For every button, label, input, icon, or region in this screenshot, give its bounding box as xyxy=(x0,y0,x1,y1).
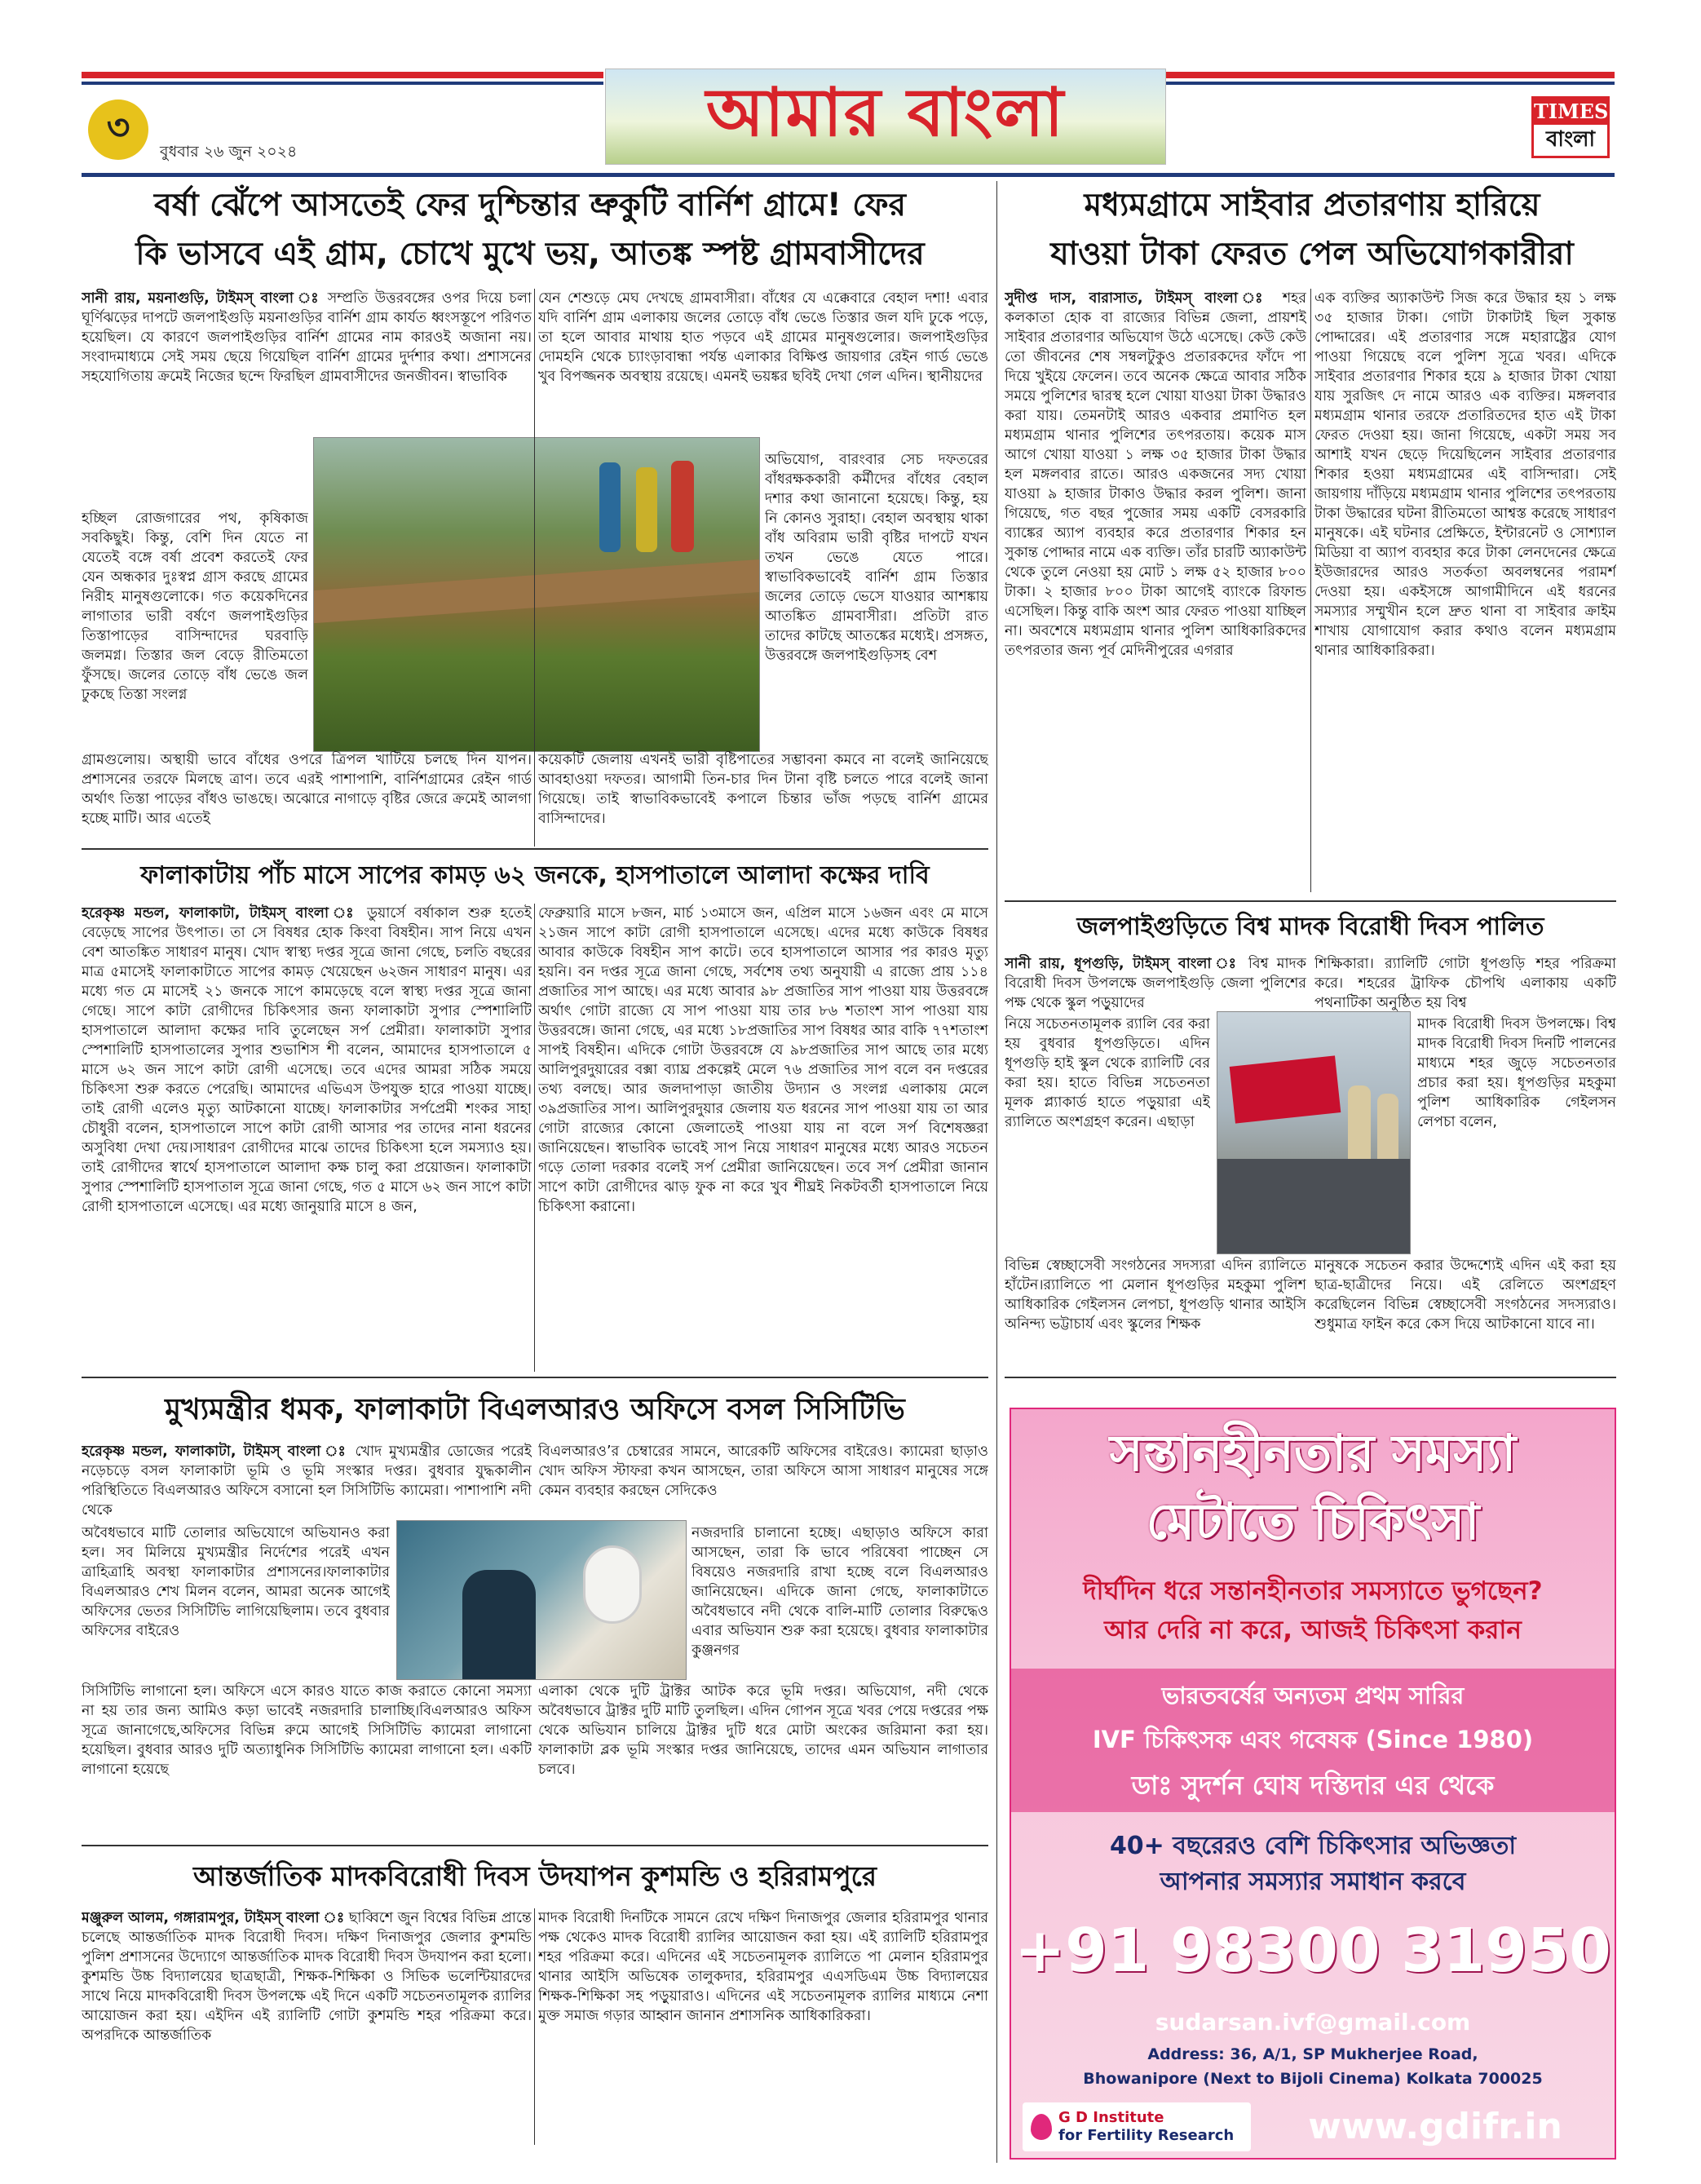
ad-title-line1: সন্তানহীনতার সমস্যা xyxy=(1109,1423,1517,1483)
article6-headline: আন্তর্জাতিক মাদকবিরোধী দিবস উদযাপন কুশমন্ডি ও হরিরামপুরে xyxy=(192,1860,877,1892)
article3-byline: হরেকৃষ্ণ মন্ডল, ফালাকাটা, টাইমস্ বাংলা ঃ xyxy=(82,905,359,922)
article2-headline xyxy=(1005,181,1619,279)
ad-logo xyxy=(1023,2102,1251,2151)
ad-title-line2: মেটাতে চিকিৎসা xyxy=(1146,1492,1480,1551)
masthead-top-rule-red xyxy=(82,72,603,78)
masthead-date: বুধবার ২৬ জুন ২০২৪ xyxy=(160,143,298,161)
article4-col2-tail xyxy=(1314,1256,1616,1372)
article5-col1-top xyxy=(82,1442,532,1522)
ad-phone: +91 98300 31950 xyxy=(1014,1916,1611,1986)
photo-rally xyxy=(1217,1011,1411,1254)
article3-col2-text: ফেব্রুয়ারি মাসে ৮জন, মার্চ ১৩মাসে জন, এপ্রিল মাসে ১৬জন এবং মে মাসে ২১জন সাপে কাটা রোগী হাসপাতালে এসেছে। এদের মধ্যে কাউকে বিষধর আবার কাউকে বিষহীন সাপ কাটে। তবে হাসপাতালে আসার পর কারও মৃত্যু হয়নি। বন দপ্তর সূত্রে জানা গেছে, সর্বশেষ তথ্য অনুযায়ী এ রাজ্যে প্রায় ১১৪ প্রজাতির সাপ আছে। এর মধ্যে আবার ৯৮ প্রজাতির সাপ পাওয়া যায় উত্তরবঙ্গে অর্থাৎ গোটা রাজ্যে যে সাপ পাওয়া যায় তার ৮৬ শতাংশ সাপ পাওয়া যায় উত্তরবঙ্গে। জানা গেছে, এর মধ্যে ১৮প্রজাতির সাপ বিষধর আর বাকি ৭৭শতাংশ সাপই বিষহীন। এদিকে গোটা উত্তরবঙ্গে যে ৯৮প্রজাতির সাপ আছে তার মধ্যে আলিপুরদুয়ারের বক্সা ব্যাঘ্র প্রকল্পেই মেলে ৭৬ প্রজাতির সাপ বলে বন দপ্তরের তথ্য বলছে। আর জলদাপাড়া জাতীয় উদ্যান ও সংলগ্ন এলাকায় মেলে ৩৯প্রজাতির সাপ। আলিপুরদুয়ার জেলায় যত ধরনের সাপ পাওয়া যায় তা আর গোটা রাজ্যের কোনো জেলাতেই পাওয়া যায় না বলে সর্প বিশেষজ্ঞরা জানিয়েছেন। স্বাভাবিক ভাবেই সাপ নিয়ে সাধারণ মানুষের মধ্যে আরও সচেতন গড়ে তোলা দরকার বলেই সর্প প্রেমীরা জানিয়েছেন। তবে সর্প প্রেমীরা জানান সাপে কাটা রোগীদের ঝাড় ফুক না করে খুব শীঘ্রই নিকটবর্তী হাসপাতালে নিয়ে চিকিৎসা করানো। xyxy=(538,905,988,1215)
article5-col2-top xyxy=(538,1442,988,1522)
ad-intro2: IVF চিকিৎসক এবং গবেষক (Since 1980) xyxy=(1092,1726,1534,1753)
ad-exp2: আপনার সমস্যার সমাধান করবে xyxy=(1160,1868,1466,1896)
article4-col1-wrap-text: নিয়ে সচেতনতামূলক র‍্যালি বের করা হয় বুধবার ধূপগুড়িতে। এদিন ধূপগুড়ি হাই স্কুল থেকে র‍্যালিটি বের করা হয়। হাতে বিভিন্ন সচেতনতা মূলক প্ল্যাকার্ড হাতে পড়ুয়ারা এই র‍্যালিতে অংশগ্রহণ করেন। এছাড়া xyxy=(1005,1016,1210,1130)
article1-bottom-rule xyxy=(82,848,988,850)
badge-bottom: বাংলা xyxy=(1545,127,1596,152)
article2-col2-text: এক ব্যক্তির অ্যাকাউন্ট সিজ করে উদ্ধার হয় ১ লক্ষ ৩৫ হাজার টাকা। গোটা টাকাটাই ছিল সুকান্ত পোদ্দারের। এই প্রতারণার সঙ্গে মহারাষ্ট্রের যোগ পাওয়া গিয়েছে বলে পুলিশ সূত্রে খবর। এদিকে সাইবার প্রতারণার শিকার হয়ে ৯ হাজার টাকা খোয়া যায় সুরজিৎ দে নামে আরও এক ব্যক্তির। মঙ্গলবার মধ্যমগ্রাম থানার তরফে প্রতারিতদের হাত এই টাকা ফেরত দেওয়া হয়। জানা গিয়েছে, একটা সময় সব আশাই যখন ছেড়ে দিয়েছিলেন সাইবার প্রতারণার শিকার হওয়া মধ্যমগ্রামের এই বাসিন্দারা। সেই জায়গায় দাঁড়িয়ে মধ্যমগ্রাম থানার পুলিশের তৎপরতায় টাকা উদ্ধারের ঘটনা রীতিমতো আশ্বস্ত করেছে সাধারণ মানুষকে। এই ঘটনার প্রেক্ষিতে, ইন্টারনেট ও সোশ্যাল মিডিয়া বা অ্যাপ ব্যবহার করে টাকা লেনদেনের ক্ষেত্রে ইউজারদের আরও সতর্কতা অবলম্বনের পরামর্শ দেওয়া হয়। একইসঙ্গে আগামীদিনে এই ধরনের সমস্যার সম্মুখীন হলে দ্রুত থানা বা সাইবার ক্রাইম শাখায় যোগাযোগ করার কথাও বলেন মধ্যমগ্রাম থানার আধিকারিকরা। xyxy=(1314,290,1616,659)
masthead-top-rule-navy xyxy=(82,82,603,85)
article6-col2-text: মাদক বিরোধী দিনটিকে সামনে রেখে দক্ষিণ দিনাজপুর জেলার হরিরামপুর থানার পক্ষ থেকেও মাদক বিরোধী র‍্যালির আয়োজন করা হয়। এই র‍্যালিটি হরিরামপুর শহর পরিক্রমা করে। এদিনের এই সচেতনামূলক র‍্যালিতে পা মেলান হরিরামপুর থানার আইসি অভিষেক তালুকদার, হরিরামপুর এএসডিএম উচ্চ বিদ্যালয়ের শিক্ষক-শিক্ষিকা সহ পড়ুয়ারাও। এদিনের এই সচেতনামূলক র‍্যালির মাধ্যমে নেশা মুক্ত সমাজ গড়ার আহ্বান জানান প্রশাসনিক আধিকারিকরা। xyxy=(538,1910,988,2024)
masthead-top-rule-navy-right xyxy=(1166,82,1615,85)
article5-col2-tail xyxy=(538,1682,988,1840)
article1-col1-wrap-text: হচ্ছিল রোজগারের পথ, কৃষিকাজ সবকিছুই। কিন্তু, বেশি দিন যেতে না যেতেই বঙ্গে বর্ষা প্রবেশ করতেই ফের যেন অন্ধকার দুঃস্বপ্ন গ্রাস করছে গ্রামের নিরীহ মানুষগুলোকে। গত কয়েকদিনের লাগাতার ভারী বর্ষণে জলপাইগুড়ির তিস্তাপাড়ের বাসিন্দাদের ঘরবাড়ি জলমগ্ন। তিস্তার জল বেড়ে রীতিমতো ফুঁসছে। জলের তোড়ে বাঁধ ভেঙে জল ঢুকছে তিস্তা সংলগ্ন xyxy=(82,511,308,703)
badge-top: TIMES xyxy=(1534,99,1609,123)
article1-col1-lead: সম্প্রতি উত্তরবঙ্গের ওপর দিয়ে চলা ঘূর্ণিঝড়ের দাপটে জলপাইগুড়ি ময়নাগুড়ির বার্নিশ গ্রাম কার্যত ধ্বংসস্তূপে পরিণত হয়েছিল। যে কারণে জলপাইগুড়ির বার্নিশ গ্রামের নাম কারওই অজানা নয়। সংবাদমাধ্যমে সেই সময় ছেয়ে গিয়েছিল বার্নিশ গ্রামের দুর্দশার কথা। প্রশাসনের সহযোগিতায় ক্রমেই নিজের ছন্দে ফিরছিল গ্রামবাসীদের জনজীবন। স্বাভাবিক xyxy=(82,290,532,385)
ad-address1: Address: 36, A/1, SP Mukherjee Road, xyxy=(1147,2045,1478,2063)
masthead-title: আমার বাংলা xyxy=(705,73,1066,152)
ad-logo-line1: G D Institute xyxy=(1058,2109,1164,2126)
article4-col2-tail-text: মানুষকে সচেতন করার উদ্দেশ্যেই এদিন এই করা হয় ছাত্র-ছাত্রীদের নিয়ে। এই রেলিতে অংশগ্রহণ করেছিলেন বিভিন্ন স্বেচ্ছাসেবী সংগঠনের সদস্যরাও। শুধুমাত্র ফাইন করে কেস দিয়ে আটকানো যাবে না। xyxy=(1314,1258,1616,1333)
article2-column-divider xyxy=(1310,289,1311,892)
article1-headline xyxy=(82,181,979,279)
page-number-badge xyxy=(88,99,148,160)
ad-logo-line2: for Fertility Research xyxy=(1058,2127,1235,2144)
ad-website: www.gdifr.in xyxy=(1308,2106,1562,2147)
ad-exp1: 40+ বছরেরও বেশি চিকিৎসার অভিজ্ঞতা xyxy=(1109,1832,1517,1860)
article5-col1-tail-text: সিসিটিভি লাগানো হল। অফিসে এসে কারও যাতে কাজ করাতে কোনো সমস্যা না হয় তার জন্য আমিও কড়া ভাবেই নজরদারি চালাচ্ছি।বিএলআরও অফিস সূত্রে জানাগেছে,অফিসের বিভিন্ন রুমে আগেই সিসিটিভি ক্যামেরা লাগানো হয়েছিল। বুধবার আরও দুটি অত্যাধুনিক সিসিটিভি ক্যামেরা লাগানো হল। একটি লাগানো হয়েছে xyxy=(82,1683,532,1778)
photo-embankment xyxy=(313,437,760,752)
article1-col2-wrap-text: অভিযোগ, বারংবার সেচ দফতরের বাঁধরক্ষককারী কর্মীদের বাঁধের বেহাল দশার কথা জানানো হয়েছে। কিন্তু, হয় নি কোনও সুরাহা। বেহাল অবস্থায় থাকা বাঁধ অবিরাম ভারী বৃষ্টির দাপটে যখন তখন ভেঙে যেতে পারে। স্বাভাবিকভাবেই বার্নিশ গ্রাম তিস্তার জলের তোড়ে ভেসে যাওয়ার আশঙ্কায় আতঙ্কিত গ্রামবাসীরা। প্রতিটা রাত তাদের কাটছে আতঙ্কের মধ্যেই। প্রসঙ্গত, উত্তরবঙ্গে জলপাইগুড়িসহ বেশ xyxy=(765,452,988,664)
article5-col1-wrap xyxy=(82,1523,390,1678)
article4-col1-tail-text: বিভিন্ন স্বেচ্ছাসেবী সংগঠনের সদস্যরা এদিন র‍্যালিতে হাঁটেন।র‍্যালিতে পা মেলান ধূপগুড়ির মহকুমা পুলিশ আধিকারিক গেইলসন লেপচা, ধূপগুড়ি থানার আইসি অনিন্দ্য ভট্টাচার্য এবং স্কুলের শিক্ষক xyxy=(1005,1258,1306,1333)
article4-headline: জলপাইগুড়িতে বিশ্ব মাদক বিরোধী দিবস পালিত xyxy=(1076,913,1544,941)
article2-col1-text: শহর কলকাতা হোক বা রাজ্যের বিভিন্ন জেলা, প্রায়শই সাইবার প্রতারণার অভিযোগ উঠে এসেছে। কেউ কেউ তো জীবনের শেষ সম্বলটুকুও প্রতারকদের ফাঁদে পা দিয়ে খুইয়ে ফেলেন। তবে অনেক ক্ষেত্রে আবার সঠিক সময়ে পুলিশের দ্বারস্থ হলে খোয়া যাওয়া টাকা উদ্ধারও করা যায়। তেমনটাই আরও একবার প্রমাণিত হল মধ্যমগ্রাম থানার পুলিশের তৎপরতায়। কয়েক মাস আগে খোয়া যাওয়া ১ লক্ষ ৩৫ হাজার টাকা উদ্ধার হল মঙ্গলবার রাতে। আরও একজনের সদ্য খোয়া যাওয়া ৯ হাজার টাকাও উদ্ধার করল পুলিশ। জানা গিয়েছে, গত বছর পুজোর সময় একটি বেসরকারি ব্যাঙ্কের অ্যাপ ব্যবহার করে প্রতারণার শিকার হন সুকান্ত পোদ্দার নামে এক ব্যক্তি। তাঁর চারটি অ্যাকাউন্ট থেকে তুলে নেওয়া হয় মোট ১ লক্ষ ৫২ হাজার ৮০০ টাকা। ২ হাজার ৮০০ টাকা আগেই ব্যাংকে রিফান্ড এসেছিল। কিন্তু বাকি অংশ আর ফেরত পাওয়া যাচ্ছিল না। অবশেষে মধ্যমগ্রাম থানার পুলিশ আধিকারিকদের তৎপরতার জন্য পূর্ব মেদিনীপুরের এগরার xyxy=(1005,290,1306,659)
photo-embankment-figure-3 xyxy=(671,461,694,552)
article2-headline-line1: মধ্যমগ্রামে সাইবার প্রতারণায় হারিয়ে xyxy=(1084,187,1540,223)
masthead-bottom-rule xyxy=(82,173,1615,177)
article4-col1-top xyxy=(1005,954,1306,1013)
article2-col1 xyxy=(1005,289,1306,892)
ad-doctor: ডাঃ সুদর্শন ঘোষ দস্তিদার এর থেকে xyxy=(1131,1770,1495,1801)
photo-cctv-camera xyxy=(583,1545,642,1624)
main-column-divider xyxy=(996,181,997,2163)
article4-col2-top xyxy=(1314,954,1616,1013)
photo-cctv xyxy=(396,1520,687,1680)
photo-embankment-bank xyxy=(314,559,760,623)
article2-byline: সুদীপ্ত দাস, বারাসাত, টাইমস্ বাংলা ঃ xyxy=(1005,290,1270,307)
article5-col2-wrap xyxy=(691,1523,988,1678)
ad-logo-drop-icon xyxy=(1031,2114,1052,2140)
photo-embankment-figure-1 xyxy=(599,462,621,552)
article5-col2-wrap-text: নজরদারি চালানো হচ্ছে। এছাড়াও অফিসে কারা আসছেন, তারা কি ভাবে পরিষেবা পাচ্ছেন সে বিষয়েও নজরদারি রাখা হচ্ছে বলে বিএলআরও জানিয়েছেন। এদিকে জানা গেছে, ফালাকাটাতে অবৈধভাবে নদী থেকে বালি-মাটি তোলার বিরুদ্ধেও এবার অভিযান শুরু করা হয়েছে। বুধবার ফালাকাটার কুঞ্জনগর xyxy=(691,1525,988,1659)
article3-col1 xyxy=(82,904,532,1372)
article2-bottom-rule xyxy=(1005,900,1616,902)
article3-column-divider xyxy=(534,904,535,1372)
article1-col2-tail-text: কয়েকটি জেলায় এখনই ভারী বৃষ্টিপাতের সম্ভাবনা কমবে না বলেই জানিয়েছে আবহাওয়া দফতর। আগামী তিন-চার দিন টানা বৃষ্টি চলতে পারে বলেই জানা গিয়েছে। তাই স্বাভাবিকভাবেই কপালে চিন্তার ভাঁজ পড়ছে বার্নিশ গ্রামের বাসিন্দাদের। xyxy=(538,752,988,827)
article2-headline-line2: যাওয়া টাকা ফেরত পেল অভিযোগকারীরা xyxy=(1050,236,1574,272)
ad-address2: Bhowanipore (Next to Bijoli Cinema) Kolkata 700025 xyxy=(1083,2070,1543,2088)
times-bangla-badge xyxy=(1531,96,1610,158)
article4-bottom-rule xyxy=(1005,1377,1616,1378)
article1-col2-top xyxy=(538,289,988,449)
article6-column-divider xyxy=(534,1908,535,2145)
article2-col2 xyxy=(1314,289,1616,892)
article4-col1-tail xyxy=(1005,1256,1306,1372)
article5-col1-wrap-text: অবৈধভাবে মাটি তোলার অভিযোগে অভিযানও করা হল। সব মিলিয়ে মুখ্যমন্ত্রীর নির্দেশের পরেই এখন ত্রাহিত্রাহি অবস্থা ফালাকাটার প্রশাসনের।ফালাকাটার বিএলআরও শেখ মিলন বলেন, আমরা অনেক আগেই অফিসের ভেতর সিসিটিভি লাগিয়েছিলাম। তবে বুধবার অফিসের বাইরেও xyxy=(82,1525,390,1639)
article5-headline: মুখ্যমন্ত্রীর ধমক, ফালাকাটা বিএলআরও অফিসে বসল সিসিটিভি xyxy=(165,1393,905,1426)
article4-byline: সানী রায়, ধূপগুড়ি, টাইমস্ বাংলা ঃ xyxy=(1005,956,1240,972)
article3-col1-text: ডুয়ার্সে বর্ষাকাল শুরু হতেই বেড়েছে সাপের উৎপাত। তা সে বিষধর হোক কিংবা বিষহীন। সাপ নিয়ে এখন বেশ আতঙ্কিত সাধারণ মানুষ। খোদ স্বাস্থ্য দপ্তর সূত্রে জানা গেছে, চলতি বছরের মাত্র ৫মাসেই ফালাকাটাতে সাপের কামড় খেয়েছেন ৬২জন সাধারণ মানুষ। এর মধ্যে গত মে মাসেই ২১ জনকে সাপে কামড়েছে বলে স্বাস্থ্য দপ্তর সূত্রে জানা গেছে। সাপে কাটা রোগীদের চিকিৎসার জন্য ফালাকাটা সুপার স্পেশালিটি হাসপাতালে আলাদা কক্ষের দাবি তুলেছেন সর্প প্রেমীরা। ফালাকাটা সুপার স্পেশালিটি হাসপাতালের সুপার শুভাশিস শী বলেন, আমাদের হাসপাতালে ৫ মাসে ৬২ জন সাপে কাটা রোগী এসেছে। তবে এদের আমরা সঠিক সময়ে চিকিৎসা শুরু করতে পেরেছি। আমাদের এভিএস উপযুক্ত হারে পাওয়া যাচ্ছে। তাই রোগী এলেও মৃত্যু আটকানো যাচ্ছে। ফালাকাটার সর্পপ্রেমী শংকর সাহা চৌধুরী বলেন, হাসপাতালে সাপে কাটা রোগী আসার পর তাদের নানা ধরনের অসুবিধা দেখা দেয়।সাধারণ রোগীদের মাঝে তাদের চিকিৎসা হলে সমস্যাও হয়। তাই রোগীদের স্বার্থে হাসপাতালে আলাদা কক্ষ চালু করা প্রয়োজন। ফালাকাটা সুপার স্পেশালিটি হাসপাতাল সূত্রে জানা গেছে, গত ৫ মাসে ৬২ জন সাপে কাটা রোগী হাসপাতালে এসেছে। এর মধ্যে জানুয়ারি মাসে ৪ জন, xyxy=(82,905,532,1215)
article5-col2-top-text: বিএলআরও’র চেম্বারের সামনে, আরেকটি অফিসের বাইরেও। ক্যামেরা ছাড়াও খোদ অফিস স্টাফরা কখন আসছেন, তারা অফিসে আসা সাধারণ মানুষের সঙ্গে কেমন ব্যবহার করছেন সেদিকেও xyxy=(538,1443,988,1499)
article4-col2-wrap xyxy=(1417,1015,1616,1253)
article4-col1-top-text: বিশ্ব মাদক বিরোধী দিবস উপলক্ষে জলপাইগুড়ি জেলা পুলিশের পক্ষ থেকে স্কুল পড়ুয়াদের xyxy=(1005,956,1306,1011)
article3-col2 xyxy=(538,904,988,1372)
article3-headline: ফালাকাটায় পাঁচ মাসে সাপের কামড় ৬২ জনকে, হাসপাতালে আলাদা কক্ষের দাবি xyxy=(140,861,930,890)
photo-cctv-worker xyxy=(462,1570,536,1680)
article1-headline-line1: বর্ষা ঝেঁপে আসতেই ফের দুশ্চিন্তার ভ্রুকুটি বার্নিশ গ্রামে! ফের xyxy=(153,187,907,223)
article1-col1-tail xyxy=(82,750,532,847)
masthead-title-box xyxy=(605,69,1166,165)
ad-question: দীর্ঘদিন ধরে সন্তানহীনতার সমস্যাতে ভুগছেন? xyxy=(1083,1576,1543,1606)
article1-col2-tail xyxy=(538,750,988,847)
article6-col1-text: ছাব্বিশে জুন বিশ্বের বিভিন্ন প্রান্তে চলেছে আন্তর্জাতিক মাদক বিরোধী দিবস। দক্ষিণ দিনাজপুর জেলার কুশমন্ডি পুলিশ প্রশাসনের উদ্যোগে আন্তর্জাতিক মাদক বিরোধী দিবস উদযাপন করা হলো। কুশমন্ডি উচ্চ বিদ্যালয়ের ছাত্রছাত্রী, শিক্ষক-শিক্ষিকা ও সিভিক ভলেন্টিয়ারদের সাথে নিয়ে মাদকবিরোধী দিবস উপলক্ষে এই দিনে একটি সচেতনতামূলক র‍্যালির আয়োজন করা হয়। এইদিন এই র‍্যালিটি গোটা কুশমন্ডি শহর পরিক্রমা করে। অপরদিকে আন্তর্জাতিক xyxy=(82,1910,532,2044)
article5-col1-top-text: খোদ মুখ্যমন্ত্রীর ডোজের পরেই নড়েচড়ে বসল ফালাকাটা ভূমি ও ভূমি সংস্কার দপ্তর। বুধবার যুদ্ধকালীন পরিস্থিতিতে বিএলআরও অফিসে বসানো হল সিসিটিভি ক্যামেরা। পাশাপাশি নদী থেকে xyxy=(82,1443,532,1519)
article1-byline: সানী রায়, ময়নাগুড়ি, টাইমস্ বাংলা ঃ xyxy=(82,290,321,307)
page-number: ৩ xyxy=(106,106,130,148)
article5-col2-tail-text: এলাকা থেকে দুটি ট্রাক্টর আটক করে ভূমি দপ্তর। অভিযোগ, নদী থেকে অবৈধভাবে ট্রাক্টর দুটি মাটি তুলছিল। এদিন গোপন সূত্রে খবর পেয়ে দপ্তরের পক্ষ থেকে অভিযান চালিয়ে ট্রাক্টর দুটি ধরে মোটা অংকের জরিমানা করা হয়। ফালাকাটা ব্লক ভূমি সংস্কার দপ্তর জানিয়েছে, তাদের এমন অভিযান লাগাতার চলবে। xyxy=(538,1683,988,1778)
article1-col2-wrap xyxy=(765,450,988,747)
article4-col2-wrap-text: মাদক বিরোধী দিবস উপলক্ষে। বিশ্ব মাদক বিরোধী দিবস দিনটি পালনের মাধ্যমে শহর জুড়ে সচেতনতার প্রচার করা হয়। ধূপগুড়ির মহকুমা পুলিশ আধিকারিক গেইলসন লেপচা বলেন, xyxy=(1417,1016,1616,1130)
article3-bottom-rule xyxy=(82,1377,988,1378)
article5-bottom-rule xyxy=(82,1845,988,1846)
masthead-top-rule-red-right xyxy=(1166,72,1615,78)
article1-col2-top-text: যেন শেশুড়ে মেঘ দেখছে গ্রামবাসীরা। বাঁধের যে এক্কেবারে বেহাল দশা! এবার যদি বার্নিশ গ্রাম এলাকায় জলের তোড়ে বাঁধ ভেঙে তিস্তার জল যদি ঢুকে পড়ে, তা হলে আবার মাথায় হাত পড়বে এই গ্রামের মানুষগুলোর। জলপাইগুড়ির দোমহনি থেকে চ্যাংড়াবান্ধা পর্যন্ত এলাকার বিক্ষিপ্ত জায়গার রেইন গার্ড ভেঙে খুব বিপজ্জনক অবস্থায় রয়েছে। এমনই ভয়ঙ্কর ছবিই দেখা গেল এদিন। স্থানীয়দের xyxy=(538,290,988,385)
article4-col1-wrap xyxy=(1005,1015,1210,1253)
article5-col1-tail xyxy=(82,1682,532,1840)
article6-byline: মঞ্জুরুল আলম, গঙ্গারামপুর, টাইমস্ বাংলা ঃ xyxy=(82,1910,345,1926)
article1-col1-tail-text: গ্রামগুলোয়। অস্থায়ী ভাবে বাঁধের ওপরে ত্রিপল খাটিয়ে চলছে দিন যাপন।প্রশাসনের তরফে মিলছে ত্রাণ। তবে এরই পাশাপাশি, বার্নিশগ্রামের রেইন গার্ড অর্থাৎ তিস্তা পাড়ের বাঁধও ভাঙছে। অঝোরে নাগাড়ে বৃষ্টির জেরে ক্রমেই আলগা হচ্ছে মাটি। আর এতেই xyxy=(82,752,532,827)
article6-col1 xyxy=(82,1908,532,2145)
article5-byline: হরেকৃষ্ণ মন্ডল, ফালাকাটা, টাইমস্ বাংলা ঃ xyxy=(82,1443,348,1460)
ad-cta: আর দেরি না করে, আজই চিকিৎসা করান xyxy=(1104,1616,1522,1645)
photo-rally-banner xyxy=(1230,1055,1341,1123)
article1-column-divider xyxy=(534,289,535,847)
article4-col2-top-text: শিক্ষিকারা। র‍্যালিটি গোটা ধূপগুড়ি শহর পরিক্রমা করে। শহরের ট্রাফিক চৌপথি এলাকায় একটি পথনাটিকা অনুষ্ঠিত হয় বিশ্ব xyxy=(1314,956,1616,1011)
photo-rally-crowd xyxy=(1217,1159,1411,1254)
article1-col1-wrap xyxy=(82,509,308,747)
article1-headline-line2: কি ভাসবে এই গ্রাম, চোখে মুখে ভয়, আতঙ্ক স্পষ্ট গ্রামবাসীদের xyxy=(135,236,925,272)
ad-intro1: ভারতবর্ষের অন্যতম প্রথম সারির xyxy=(1161,1682,1465,1709)
ad-email: sudarsan.ivf@gmail.com xyxy=(1155,2009,1471,2036)
photo-embankment-figure-2 xyxy=(636,467,657,552)
article6-col2 xyxy=(538,1908,988,2145)
ivf-advertisement xyxy=(1010,1408,1616,2160)
